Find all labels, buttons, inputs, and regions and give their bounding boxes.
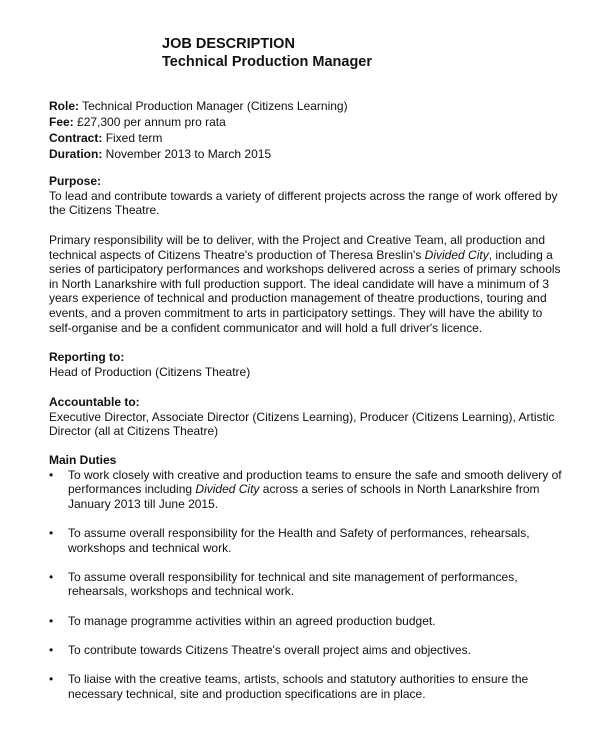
document-header bbox=[162, 35, 372, 71]
main-duties-section bbox=[49, 453, 564, 716]
main-duties-heading: Main Duties bbox=[49, 453, 117, 467]
detail-row-fee bbox=[49, 114, 569, 130]
list-item bbox=[49, 614, 564, 629]
list-item bbox=[49, 468, 564, 512]
detail-value: Fixed term bbox=[105, 131, 163, 145]
detail-row-duration bbox=[49, 146, 569, 162]
detail-key: Contract: bbox=[49, 131, 103, 145]
bullet-icon: • bbox=[49, 525, 54, 540]
purpose-section bbox=[49, 174, 564, 218]
primary-text-end: , including a series of participatory performances and workshops delivered across a series of primary schools in North Lanarkshire with full production support. The ideal candidate will have a minimum of 3 years experience of technical and production management of theatre productions, touring and events, and a proven commitment to arts in participatory settings. They will have the ability to self-organise and be a confident communicator and will hold a full driver's licence. bbox=[49, 247, 561, 335]
duty-text: To manage programme activities within an agreed production budget. bbox=[68, 613, 436, 628]
list-item bbox=[49, 526, 564, 555]
primary-responsibility-section bbox=[49, 233, 564, 335]
detail-value: £27,300 per annum pro rata bbox=[77, 115, 226, 129]
reporting-text: Head of Production (Citizens Theatre) bbox=[49, 364, 251, 379]
accountable-text: Executive Director, Associate Director (Citizens Learning), Producer (Citizens Learning), Artistic Director (all at Citizens Theatre) bbox=[49, 409, 555, 439]
production-title: Divided City bbox=[424, 247, 489, 262]
duty-text: To assume overall responsibility for technical and site management of performances, rehearsals, workshops and technical work. bbox=[68, 569, 518, 599]
purpose-heading: Purpose: bbox=[49, 174, 102, 188]
detail-value: November 2013 to March 2015 bbox=[105, 147, 272, 161]
accountable-section bbox=[49, 395, 564, 439]
bullet-icon: • bbox=[49, 467, 54, 482]
purpose-text: To lead and contribute towards a variety of different projects across the range of work offered by the Citizens Theatre. bbox=[49, 188, 558, 218]
bullet-icon: • bbox=[49, 613, 54, 628]
reporting-section bbox=[49, 350, 564, 379]
duty-text: To assume overall responsibility for the Health and Safety of performances, rehearsals, workshops and technical work. bbox=[68, 525, 530, 555]
bullet-icon: • bbox=[49, 569, 54, 584]
document-subtitle: Technical Production Manager bbox=[162, 54, 373, 70]
detail-row-role bbox=[49, 98, 569, 114]
accountable-heading: Accountable to: bbox=[49, 395, 140, 409]
bullet-icon: • bbox=[49, 671, 54, 686]
bullet-icon: • bbox=[49, 642, 54, 657]
primary-text-start: Primary responsibility will be to deliver, with the Project and Creative Team, all production and technical aspects of Citizens Theatre's production of Theresa Breslin's bbox=[49, 233, 546, 262]
detail-key: Role: bbox=[49, 99, 79, 113]
duty-text-start: To work closely with creative and production teams to ensure the safe and smooth delivery of performances including bbox=[68, 467, 562, 497]
detail-key: Duration: bbox=[49, 147, 103, 161]
list-item bbox=[49, 570, 564, 599]
duty-text: To liaise with the creative teams, artists, schools and statutory authorities to ensure the necessary technical, site and production specifications are in place. bbox=[68, 671, 529, 701]
duty-text: To contribute towards Citizens Theatre's overall project aims and objectives. bbox=[68, 642, 471, 657]
reporting-heading: Reporting to: bbox=[49, 350, 125, 364]
detail-value: Technical Production Manager (Citizens Learning) bbox=[82, 99, 348, 113]
detail-row-contract bbox=[49, 130, 569, 146]
list-item bbox=[49, 643, 564, 658]
job-details bbox=[49, 98, 569, 162]
list-item bbox=[49, 672, 564, 701]
detail-key: Fee: bbox=[49, 115, 74, 129]
duty-text-end: across a series of schools in North Lanarkshire from January 2013 till June 2015. bbox=[68, 482, 540, 511]
production-title: Divided City bbox=[195, 482, 260, 497]
document-title: JOB DESCRIPTION bbox=[162, 36, 295, 52]
duties-list bbox=[49, 468, 564, 702]
primary-responsibility-text bbox=[49, 233, 564, 335]
